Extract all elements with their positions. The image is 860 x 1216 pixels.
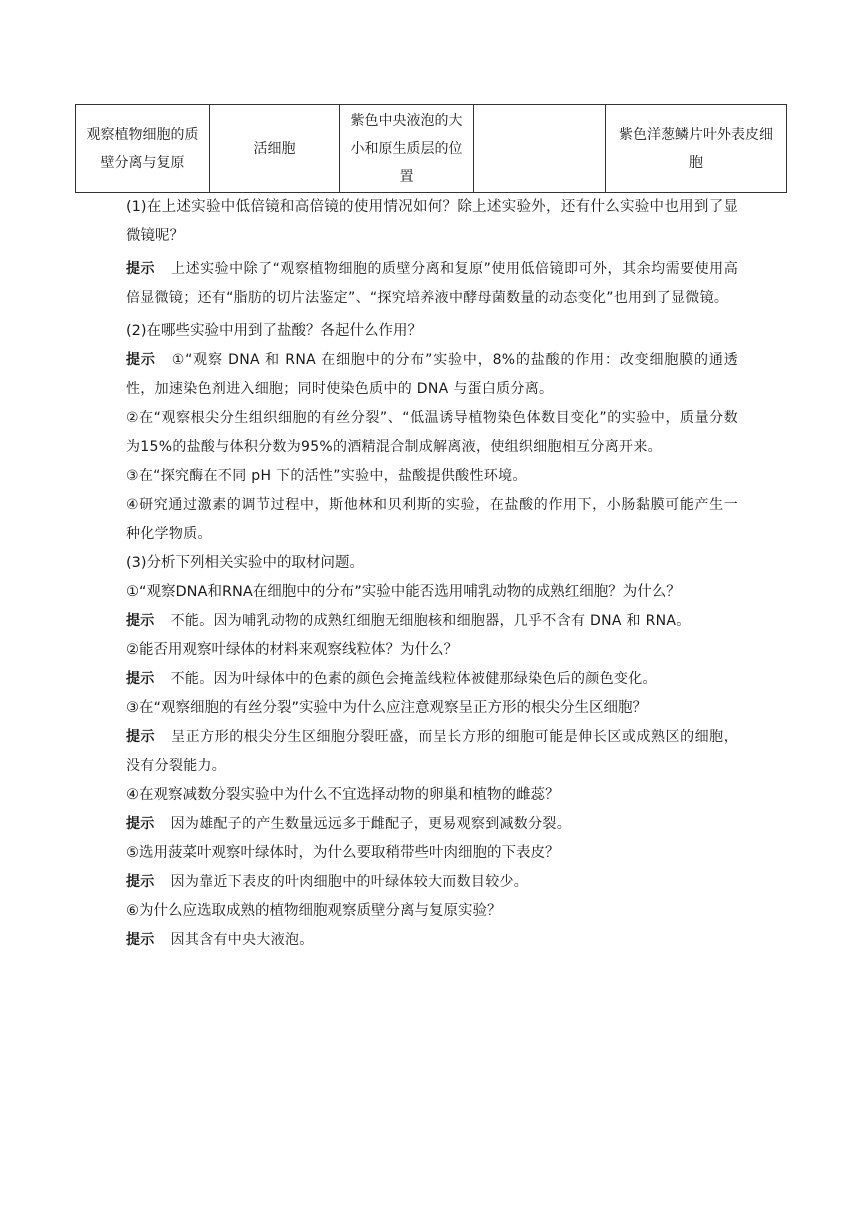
- hint-2-part-3: ③在“探究酶在不同 pH 下的活性”实验中，盐酸提供酸性环境。: [126, 468, 527, 484]
- hint-text: 因为靠近下表皮的叶肉细胞中的叶绿体较大而数目较少。: [170, 874, 529, 890]
- hint-2-part-4: ④研究通过激素的调节过程中，斯他林和贝利斯的实验，在盐酸的作用下，小肠黏膜可能产生一种化学物质。: [126, 497, 738, 542]
- table-row: [76, 105, 787, 193]
- table-cell-material-state: 活细胞: [210, 105, 340, 193]
- hint-1: [126, 255, 738, 313]
- hint-label: 提示: [126, 613, 155, 629]
- question-3: (3)分析下列相关实验中的取材问题。: [126, 555, 365, 571]
- hint-2: [126, 346, 738, 404]
- sub-question-3: ③在“观察细胞的有丝分裂”实验中为什么应注意观察呈正方形的根尖分生区细胞？: [126, 700, 648, 716]
- question-2: (2)在哪些实验中用到了盐酸？各起什么作用？: [126, 323, 423, 339]
- sub-question-5: ⑤选用菠菜叶观察叶绿体时，为什么要取稍带些叶肉细胞的下表皮？: [126, 845, 560, 861]
- sub-hint-3: [126, 723, 738, 781]
- hint-text: 呈正方形的根尖分生区细胞分裂旺盛，而呈长方形的细胞可能是伸长区或成熟区的细胞，没有分裂能力。: [126, 729, 738, 774]
- hint-text: 上述实验中除了“观察植物细胞的质壁分离和复原”使用低倍镜即可外，其余均需要使用高倍显微镜；还有“脂肪的切片法鉴定”、“探究培养液中酵母菌数量的动态变化”也用到了显微镜。: [126, 261, 738, 306]
- hint-text: 因为雄配子的产生数量远远多于雌配子，更易观察到减数分裂。: [170, 816, 572, 832]
- hint-label: 提示: [126, 816, 155, 832]
- sub-hint-1: [126, 607, 738, 636]
- sub-question-6: ⑥为什么应选取成熟的植物细胞观察质壁分离与复原实验？: [126, 903, 502, 919]
- table-cell-material: 紫色洋葱鳞片叶外表皮细胞: [606, 105, 787, 193]
- qa-content: [126, 193, 738, 955]
- sub-hint-2: [126, 665, 738, 694]
- hint-2-part-2: ②在“观察根尖分生组织细胞的有丝分裂”、“低温诱导植物染色体数目变化”的实验中，质量分数为15%的盐酸与体积分数为95%的酒精混合制成解离液，使组织细胞相互分离开来。: [126, 410, 738, 455]
- table-cell-observation: 紫色中央液泡的大小和原生质层的位置: [340, 105, 474, 193]
- hint-text: 因其含有中央大液泡。: [170, 932, 314, 948]
- question-1: (1)在上述实验中低倍镜和高倍镜的使用情况如何？除上述实验外，还有什么实验中也用到了显微镜呢？: [126, 199, 738, 244]
- hint-text: 不能。因为哺乳动物的成熟红细胞无细胞核和细胞器，几乎不含有 DNA 和 RNA。: [170, 613, 691, 629]
- sub-hint-5: [126, 868, 738, 897]
- sub-question-2: ②能否用观察叶绿体的材料来观察线粒体？为什么？: [126, 642, 458, 658]
- hint-label: 提示: [126, 874, 155, 890]
- sub-hint-4: [126, 810, 738, 839]
- sub-question-1: ①“观察DNA和RNA在细胞中的分布”实验中能否选用哺乳动物的成熟红细胞？为什么？: [126, 584, 681, 600]
- sub-hint-6: [126, 926, 738, 955]
- hint-text: ①“观察 DNA 和 RNA 在细胞中的分布”实验中，8%的盐酸的作用：改变细胞膜的通透性，加速染色剂进入细胞；同时使染色质中的 DNA 与蛋白质分离。: [126, 352, 738, 397]
- sub-question-4: ④在观察减数分裂实验中为什么不宜选择动物的卵巢和植物的雌蕊？: [126, 787, 560, 803]
- table-cell-empty: [474, 105, 606, 193]
- experiment-table: [75, 104, 787, 193]
- hint-text: 不能。因为叶绿体中的色素的颜色会掩盖线粒体被健那绿染色后的颜色变化。: [170, 671, 657, 687]
- hint-label: 提示: [126, 729, 156, 745]
- hint-label: 提示: [126, 932, 155, 948]
- hint-label: 提示: [126, 671, 155, 687]
- hint-label: 提示: [126, 261, 156, 277]
- hint-label: 提示: [126, 352, 156, 368]
- table-cell-experiment: 观察植物细胞的质壁分离与复原: [76, 105, 210, 193]
